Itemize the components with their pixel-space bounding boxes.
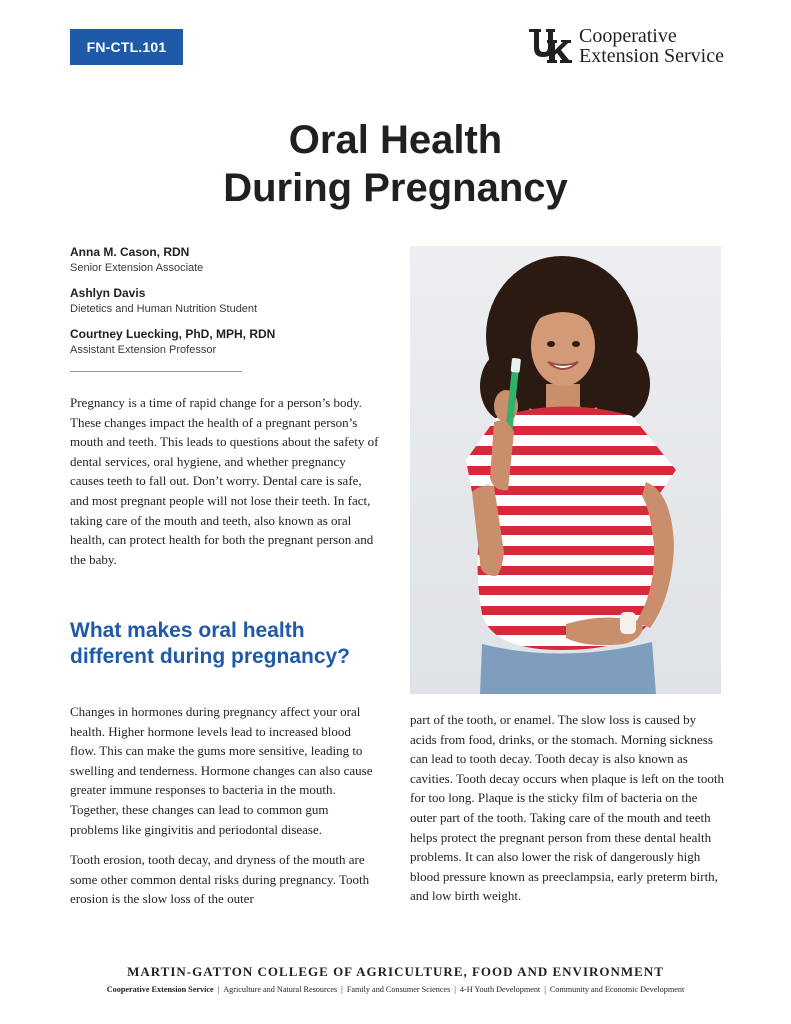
title-line-2: During Pregnancy xyxy=(223,166,568,210)
divider xyxy=(70,371,242,372)
footer-link[interactable]: Community and Economic Development xyxy=(549,985,685,994)
author-role: Senior Extension Associate xyxy=(70,262,204,274)
author-name: Courtney Luecking, PhD, MPH, RDN xyxy=(70,327,276,341)
footer-separator: | xyxy=(217,985,220,994)
author-role: Dietetics and Human Nutrition Student xyxy=(70,303,258,315)
brand-line-1: Cooperative xyxy=(579,25,677,47)
author-item xyxy=(70,285,370,317)
page-title xyxy=(0,116,791,212)
footer-separator: | xyxy=(454,985,456,994)
footer-college: MARTIN-GATTON COLLEGE OF AGRICULTURE, FOOD AND ENVIRONMENT xyxy=(127,964,664,979)
brand-line-2: Extension Service xyxy=(579,45,724,67)
footer-link[interactable]: Agriculture and Natural Resources xyxy=(223,985,338,994)
author-role: Assistant Extension Professor xyxy=(70,344,217,356)
pregnant-woman-toothbrush-photo xyxy=(410,246,721,694)
author-name: Ashlyn Davis xyxy=(70,286,146,300)
intro-paragraph xyxy=(70,393,380,569)
left-column-text xyxy=(70,702,380,909)
body-paragraph: part of the tooth, or enamel. The slow loss is caused by acids from food, drinks, or the stomach. Morning sickness can lead to tooth decay. Tooth decay is also known as cavities. Tooth decay occurs when plaque is left on the tooth for too long. Plaque is the sticky film of bacteria on the outer part of the tooth. Taking care of the mouth and teeth helps protect the pregnant person from these dental health problems. It can also lower the risk of dangerously high blood pressure known as preeclampsia, early preterm birth, and low birth weight. xyxy=(410,712,725,904)
brand-logo xyxy=(527,26,724,66)
intro-text: Pregnancy is a time of rapid change for a person’s body. These changes impact the health of a pregnant person’s mouth and teeth. This leads to questions about the safety of dental services, oral hygiene, and whether pregnancy causes teeth to fall out. Don’t worry. Dental care is safe, and most pregnant people will not lose their teeth. In fact, taking care of the mouth and teeth, also known as oral health, can protect health for both the pregnant person and the baby. xyxy=(70,395,379,567)
body-paragraph: Changes in hormones during pregnancy affect your oral health. Higher hormone levels lead to increased blood flow. This can make the gums more sensitive, leading to swelling and tenderness. Hormone changes can also cause greater immune responses to bacteria in the mouth. Together, these changes can lead to common gum problems like gingivitis and periodontal disease. xyxy=(70,704,373,837)
footer-link[interactable]: Family and Consumer Sciences xyxy=(346,985,451,994)
publication-code-badge: FN-CTL.101 xyxy=(70,29,183,65)
author-list xyxy=(70,244,370,367)
author-name: Anna M. Cason, RDN xyxy=(70,245,190,259)
footer-separator: | xyxy=(544,985,546,994)
right-column-text xyxy=(410,710,725,906)
section-heading: What makes oral health different during pregnancy? xyxy=(70,619,351,668)
body-paragraph: Tooth erosion, tooth decay, and dryness of the mouth are some other common dental risks during pregnancy. Tooth erosion is the slow loss of the outer xyxy=(70,852,370,907)
author-item xyxy=(70,326,370,358)
author-item xyxy=(70,244,370,276)
footer-separator: | xyxy=(341,985,343,994)
photo-illustration xyxy=(410,246,721,694)
title-line-1: Oral Health xyxy=(288,118,503,162)
footer-link[interactable]: Cooperative Extension Service xyxy=(106,985,214,994)
footer-link[interactable]: 4-H Youth Development xyxy=(459,985,541,994)
uk-logo-icon xyxy=(527,26,573,66)
footer-links xyxy=(0,985,791,994)
